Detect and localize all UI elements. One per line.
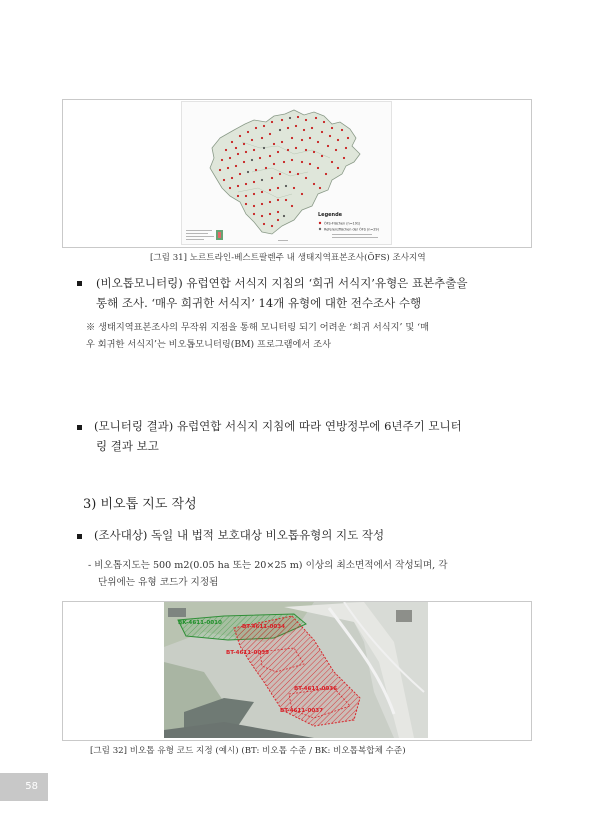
- survey-site-dot: [309, 137, 311, 139]
- figure-32-caption: [그림 32] 비오톱 유형 코드 지정 (예시) (BT: 비오톱 수준 / BK: 비오톱복합체 수준): [90, 746, 406, 756]
- survey-site-dot: [271, 225, 273, 227]
- legend-title: Legende: [318, 212, 343, 218]
- biotope-aerial-photo: [164, 602, 428, 738]
- survey-site-dot: [277, 187, 279, 189]
- survey-site-dot: [285, 199, 287, 201]
- survey-site-dot: [263, 125, 265, 127]
- survey-site-dot: [263, 223, 265, 225]
- survey-site-dot: [297, 116, 299, 118]
- survey-site-dot: [341, 129, 343, 131]
- survey-site-dot: [283, 161, 285, 163]
- survey-site-dot: [281, 119, 283, 121]
- survey-site-dot: [289, 171, 291, 173]
- bullet-2-line-1: (모니터링 결과) 유럽연합 서식지 지침에 따라 연방정부에 6년주기 모니터: [94, 419, 462, 433]
- survey-site-dot: [277, 211, 279, 213]
- survey-site-dot: [253, 149, 255, 151]
- survey-site-dot: [337, 167, 339, 169]
- bullet-3-text: (조사대상) 독일 내 법적 보호대상 비오톱유형의 지도 작성: [94, 528, 385, 542]
- nrw-map-graphic: [182, 102, 391, 244]
- survey-site-dot: [223, 179, 225, 181]
- dash-line-2: 단위에는 유형 코드가 지정됨: [98, 577, 219, 588]
- survey-site-dot: [289, 117, 291, 119]
- legend-item-reference: Referenzflächen der ÖFS (n=29): [324, 227, 379, 232]
- survey-site-dot: [305, 149, 307, 151]
- survey-site-dot: [311, 127, 313, 129]
- survey-site-dot: [221, 159, 223, 161]
- survey-site-dot: [247, 131, 249, 133]
- survey-site-dot: [309, 163, 311, 165]
- survey-site-dot: [295, 147, 297, 149]
- label-bt-4611-0034: BT-4611-0034: [242, 624, 286, 630]
- label-bt-4611-0036: BT-4611-0036: [294, 686, 338, 692]
- survey-site-dot: [245, 195, 247, 197]
- survey-site-dot: [247, 171, 249, 173]
- survey-site-dot: [291, 137, 293, 139]
- survey-site-dot: [347, 137, 349, 139]
- survey-site-dot: [229, 187, 231, 189]
- survey-site-dot: [297, 173, 299, 175]
- legend-marker-reference: [319, 228, 321, 230]
- survey-site-dot: [329, 135, 331, 137]
- survey-site-dot: [259, 157, 261, 159]
- note-line-1: ※ 생태지역표본조사의 무작위 지점을 통해 모니터링 되기 어려운 ‘희귀 서식지’ 및 ‘매: [86, 322, 429, 333]
- survey-site-dot: [325, 173, 327, 175]
- survey-site-dot: [231, 177, 233, 179]
- survey-site-dot: [271, 121, 273, 123]
- survey-site-dot: [269, 155, 271, 157]
- survey-site-dot: [283, 215, 285, 217]
- survey-site-dot: [253, 181, 255, 183]
- page-number: 58: [0, 773, 48, 801]
- bullet-1-line-2: 통해 조사. ‘매우 희귀한 서식지’ 14개 유형에 대한 전수조사 수행: [96, 296, 422, 310]
- note-line-2: 우 회귀한 서식지’는 비오톱모니터링(BM) 프로그램에서 조사: [86, 339, 331, 350]
- survey-site-dot: [261, 137, 263, 139]
- aerial-photo-graphic: [164, 602, 428, 738]
- survey-site-dot: [279, 173, 281, 175]
- survey-site-dot: [265, 167, 267, 169]
- survey-site-dot: [239, 173, 241, 175]
- survey-site-dot: [237, 153, 239, 155]
- legend-marker-ofs: [319, 222, 321, 224]
- survey-site-dot: [261, 215, 263, 217]
- survey-site-dot: [261, 191, 263, 193]
- survey-site-dot: [235, 147, 237, 149]
- survey-site-dot: [277, 219, 279, 221]
- survey-site-dot: [253, 213, 255, 215]
- survey-site-dot: [279, 129, 281, 131]
- survey-site-dot: [317, 167, 319, 169]
- survey-site-dot: [301, 161, 303, 163]
- survey-site-dot: [261, 179, 263, 181]
- survey-site-dot: [273, 163, 275, 165]
- survey-site-dot: [245, 203, 247, 205]
- survey-site-dot: [321, 155, 323, 157]
- survey-site-dot: [237, 185, 239, 187]
- survey-site-dot: [295, 125, 297, 127]
- survey-site-dot: [331, 127, 333, 129]
- survey-site-dot: [253, 205, 255, 207]
- survey-site-dot: [313, 151, 315, 153]
- survey-site-dot: [281, 141, 283, 143]
- bullet-marker: [77, 534, 82, 539]
- survey-site-dot: [305, 177, 307, 179]
- survey-site-dot: [231, 141, 233, 143]
- survey-site-dot: [345, 147, 347, 149]
- survey-site-dot: [269, 201, 271, 203]
- survey-site-dot: [303, 129, 305, 131]
- survey-site-dot: [305, 119, 307, 121]
- survey-site-dot: [251, 159, 253, 161]
- survey-site-dot: [229, 157, 231, 159]
- survey-site-dot: [285, 185, 287, 187]
- survey-site-dot: [291, 159, 293, 161]
- survey-site-dot: [243, 143, 245, 145]
- survey-site-dot: [239, 135, 241, 137]
- survey-site-dot: [243, 161, 245, 163]
- bullet-marker: [77, 281, 82, 286]
- survey-site-dot: [331, 161, 333, 163]
- survey-site-dot: [287, 149, 289, 151]
- survey-site-dot: [327, 145, 329, 147]
- survey-site-dot: [245, 151, 247, 153]
- survey-site-dot: [323, 121, 325, 123]
- survey-site-dot: [273, 143, 275, 145]
- survey-site-dot: [245, 183, 247, 185]
- legend-item-ofs: ÖFS-Flächen (n=191): [324, 221, 361, 226]
- nrw-survey-map: [181, 101, 392, 245]
- label-bt-4611-0035: BT-4611-0035: [226, 650, 270, 656]
- section-heading: 3) 비오톱 지도 작성: [83, 497, 197, 512]
- survey-site-dot: [251, 139, 253, 141]
- survey-site-dot: [321, 131, 323, 133]
- label-bt-4611-0037: BT-4611-0037: [280, 708, 324, 714]
- survey-site-dot: [317, 141, 319, 143]
- survey-site-dot: [315, 117, 317, 119]
- survey-site-dot: [301, 139, 303, 141]
- survey-site-dot: [255, 127, 257, 129]
- survey-site-dot: [255, 169, 257, 171]
- label-bk-4611-0010: BK-4611-0010: [178, 620, 222, 626]
- survey-site-dot: [319, 187, 321, 189]
- survey-site-dot: [269, 213, 271, 215]
- survey-site-dot: [219, 169, 221, 171]
- survey-site-dot: [337, 139, 339, 141]
- survey-site-dot: [271, 177, 273, 179]
- survey-site-dot: [253, 193, 255, 195]
- survey-site-dot: [277, 151, 279, 153]
- survey-site-dot: [301, 193, 303, 195]
- survey-site-dot: [235, 165, 237, 167]
- figure-31-caption: [그림 31] 노르트라인-베스트팔렌주 내 생태지역표본조사(ÖFS) 조사지역: [150, 253, 426, 263]
- survey-site-dot: [277, 199, 279, 201]
- survey-site-dot: [263, 147, 265, 149]
- survey-site-dot: [291, 205, 293, 207]
- survey-site-dot: [269, 133, 271, 135]
- survey-site-dot: [261, 203, 263, 205]
- survey-site-dot: [269, 189, 271, 191]
- bullet-1-line-1: (비오톱모니터링) 유럽연합 서식지 지침의 ‘희귀 서식지’유형은 표본추출을: [96, 276, 468, 290]
- dash-line-1: - 비오톱지도는 500 m2(0.05 ha 또는 20×25 m) 이상의 최소면적에서 작성되며, 각: [88, 560, 448, 571]
- survey-site-dot: [293, 187, 295, 189]
- survey-site-dot: [227, 167, 229, 169]
- survey-site-dot: [343, 157, 345, 159]
- survey-site-dot: [287, 127, 289, 129]
- survey-site-dot: [335, 149, 337, 151]
- bullet-2-line-2: 링 결과 보고: [96, 439, 159, 453]
- survey-site-dot: [225, 149, 227, 151]
- survey-site-dot: [237, 195, 239, 197]
- bullet-marker: [77, 425, 82, 430]
- survey-site-dot: [313, 183, 315, 185]
